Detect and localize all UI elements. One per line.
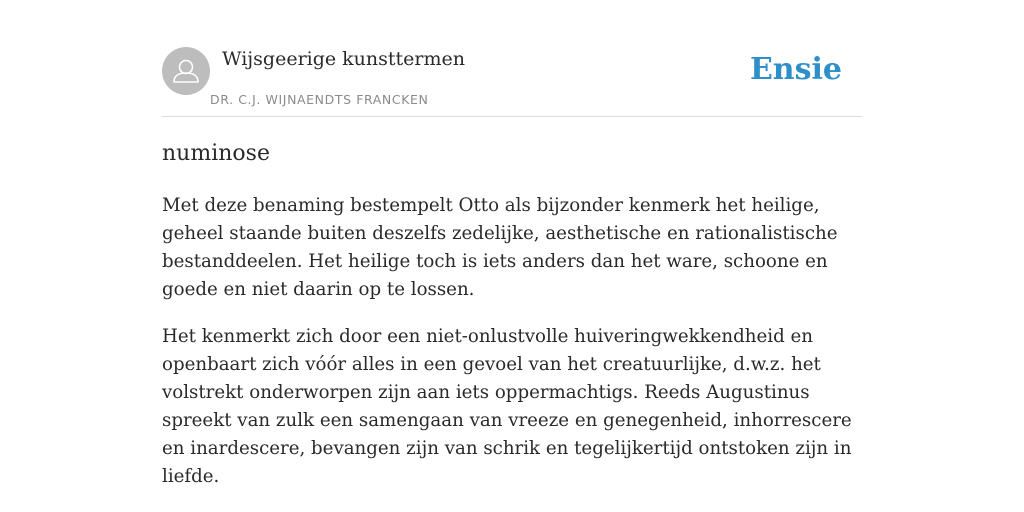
book-title-link[interactable]: Wijsgeerige kunsttermen xyxy=(222,48,466,70)
brand-logo[interactable]: Ensie xyxy=(749,52,842,87)
author-avatar[interactable] xyxy=(162,47,210,95)
entry-body xyxy=(162,192,874,510)
header xyxy=(162,46,862,117)
author-name[interactable]: DR. C.J. WIJNAENDTS FRANCKEN xyxy=(210,92,429,107)
entry-title: numinose xyxy=(162,141,270,166)
entry-paragraph: Met deze benaming bestempelt Otto als bijzonder kenmerk het heilige, geheel staande buiten deszelfs zedelijke, aesthetische en rationalistische bestanddeelen. Het heilige toch is iets anders dan het ware, schoone en goede en niet daarin op te lossen. xyxy=(162,195,838,300)
user-icon xyxy=(162,47,210,95)
entry-paragraph: Het kenmerkt zich door een niet-onlustvolle huiveringwekkendheid en openbaart zich vóór alles in een gevoel van het creatuurlijke, d.w.z. het volstrekt onderworpen zijn aan iets oppermachtigs. Reeds Augustinus spreekt van zulk een samengaan van vreeze en genegenheid, inhorrescere en inardescere, bevangen zijn van schrik en tegelijkertijd ontstoken zijn in liefde. xyxy=(162,326,852,487)
